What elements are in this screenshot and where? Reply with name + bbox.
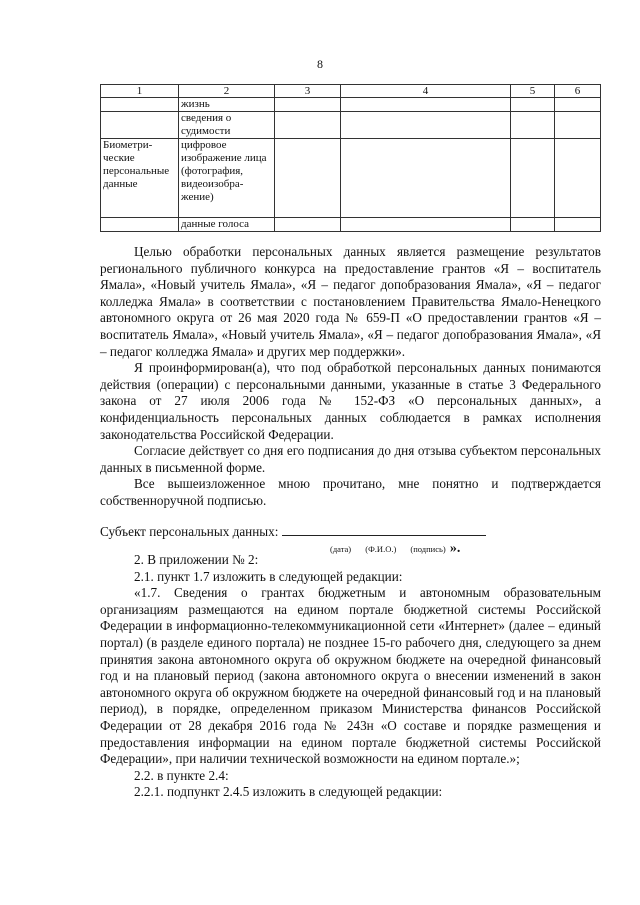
table-cell: жизнь xyxy=(179,98,275,112)
paragraph: Все вышеизложенное мною прочитано, мне понятно и подтверждается собственноручной подписью. xyxy=(100,476,601,508)
table-cell xyxy=(555,98,601,112)
paragraph: 2.1. пункт 1.7 изложить в следующей редакции: xyxy=(134,568,403,584)
table-row xyxy=(101,112,601,139)
table-header-cell: 4 xyxy=(341,85,511,98)
paragraph: «1.7. Сведения о грантах бюджетным и автономным образовательным организациям размещаются на едином портале бюджетной системы Российской Федерации в информационно-телекоммуникационной сети «Интернет» (далее – единый портал) (в разделе единого портала) не позднее 15-го рабочего дня, следующего за днем принятия закона автономного округа об окружном бюджете на очередной финансовый год и на плановый период (закона автономного округа о внесении изменений в закон автономного округа об окружном бюджете на очередной финансовый год и на плановый период), в порядке, определенном приказом Министерства финансов Российской Федерации от 28 декабря 2016 года № 243н «О составе и порядке размещения и предоставления информации на едином портале бюджетной системы Российской Федерации», при наличии технической возможности на едином портале.»; xyxy=(100,585,601,767)
table-cell: цифровое изображение лица (фотография, видеоизобра-жение) xyxy=(179,139,275,218)
table-cell xyxy=(101,218,179,232)
caption-name: (Ф.И.О.) xyxy=(365,544,397,554)
table-cell xyxy=(101,112,179,139)
table-header-cell: 3 xyxy=(275,85,341,98)
table-cell xyxy=(275,218,341,232)
caption-end: ». xyxy=(449,541,461,556)
table-cell xyxy=(341,112,511,139)
table-cell xyxy=(341,139,511,218)
table-row xyxy=(101,218,601,232)
table-cell xyxy=(275,98,341,112)
table-cell xyxy=(275,112,341,139)
amendments-text xyxy=(100,552,601,801)
table-header-cell: 1 xyxy=(101,85,179,98)
table-row xyxy=(101,98,601,112)
paragraph: 2. В приложении № 2: xyxy=(134,552,259,567)
table-cell xyxy=(511,218,555,232)
signature-line xyxy=(100,521,601,541)
table-cell xyxy=(511,139,555,218)
caption-date: (дата) xyxy=(330,544,352,554)
page-number: 8 xyxy=(317,57,323,71)
table-cell xyxy=(275,139,341,218)
table-cell xyxy=(511,112,555,139)
table-cell xyxy=(341,98,511,112)
table-header-cell: 6 xyxy=(555,85,601,98)
signature-blank xyxy=(282,521,486,536)
paragraph: Я проинформирован(а), что под обработкой персональных данных понимаются действия (операции) с персональными данными, указанные в статье 3 Федерального закона от 27 июля 2006 года № 152-ФЗ «О персональных данных», а конфиденциальность персональных данных соблюдается в рамках исполнения законодательства Российской Федерации. xyxy=(100,360,601,442)
table-row xyxy=(101,139,601,218)
table-header-cell: 2 xyxy=(179,85,275,98)
table-cell xyxy=(101,98,179,112)
signature-label: Субъект персональных данных: xyxy=(100,524,279,539)
table-cell xyxy=(555,218,601,232)
table-cell xyxy=(555,139,601,218)
table-cell xyxy=(341,218,511,232)
table-cell xyxy=(555,112,601,139)
table-header-cell: 5 xyxy=(511,85,555,98)
personal-data-table xyxy=(100,84,601,232)
table-header-row xyxy=(101,85,601,98)
table-cell: Биометри-ческие персональные данные xyxy=(101,139,179,218)
caption-sign: (подпись) xyxy=(410,544,446,554)
table-cell xyxy=(511,98,555,112)
paragraph: 2.2.1. подпункт 2.4.5 изложить в следующей редакции: xyxy=(134,784,443,800)
table-cell: данные голоса xyxy=(179,218,275,232)
paragraph: Целью обработки персональных данных является размещение результатов регионального публичного конкурса на предоставление грантов «Я – воспитатель Ямала», «Новый учитель Ямала», «Я – педагог допобразования Ямала», «Я – педагог колледжа Ямала» в соответствии с постановлением Правительства Ямало-Ненецкого автономного округа от 26 мая 2020 года № 659-П «О предоставлении грантов «Я – воспитатель Ямала», «Новый учитель Ямала», «Я – педагог допобразования Ямала», «Я – педагог колледжа Ямала» и других мер поддержки». xyxy=(100,244,601,359)
paragraph: 2.2. в пункте 2.4: xyxy=(134,767,229,783)
consent-text xyxy=(100,244,601,510)
paragraph: Согласие действует со дня его подписания до дня отзыва субъектом персональных данных в письменной форме. xyxy=(100,443,601,475)
table-cell: сведения о судимости xyxy=(179,112,275,139)
